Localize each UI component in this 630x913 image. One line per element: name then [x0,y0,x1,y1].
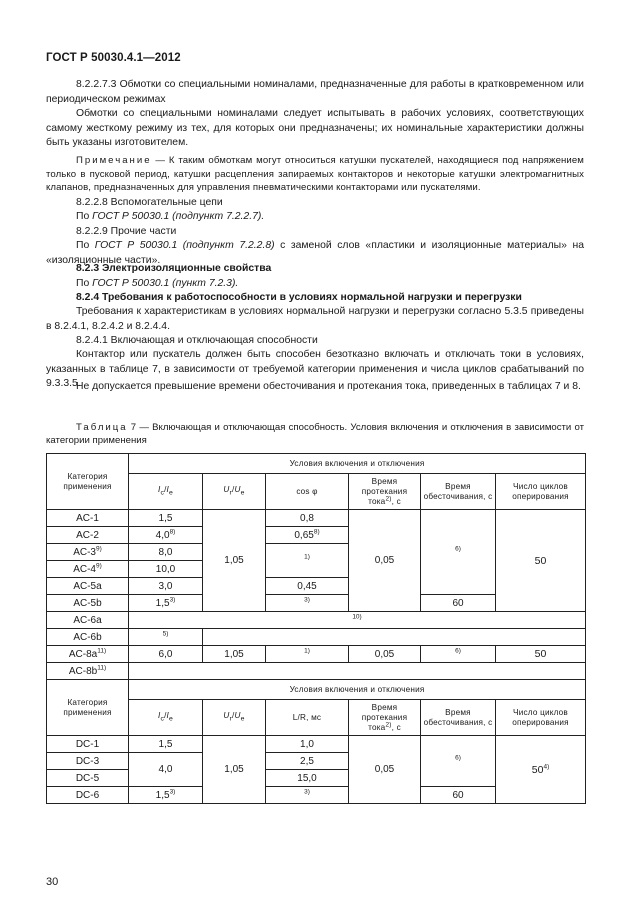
lr-cell [266,787,349,804]
value: AC-8b [68,665,98,677]
ic-cell: 1,5 [129,736,203,753]
paragraph: 8.2.2.9 Прочие части [76,226,177,237]
ie: I [166,710,170,720]
table-row [47,736,586,753]
standard-header: ГОСТ Р 50030.4.1—2012 [46,52,181,64]
note [46,154,584,195]
ic-cell [129,629,203,646]
header-ur-ue: $U_r/U_e$ [203,700,266,736]
header-ur-ue: $U_r/U_e$ [203,474,266,510]
off-cell [421,646,496,663]
cycles-cell: 50 [496,646,586,663]
footnote: 11) [97,664,107,672]
ic-cell: 4,0 [129,753,203,787]
section-heading: 8.2.3 Электроизоляционные свойства [76,263,272,274]
header-category: Категория применения [47,454,129,510]
footnote: 9) [96,562,102,570]
paragraph: Контактор или пускатель должен быть способен безотказно включать и отключать токи в условиях, указанных в таблице 7, в зависимости от требуемой категории применения и числа циклов срабатываний по 9.3.3.5. [46,349,584,390]
value: 1,5 [155,789,170,801]
footnote: 9) [96,545,102,553]
header-conditions: Условия включения и отключения [129,680,586,700]
flow-cell: 0,05 [349,510,421,612]
cat-cell [47,663,129,680]
paragraph: 8.2.2.8 Вспомогательные цепи [76,197,223,208]
ur-cell: 1,05 [203,736,266,804]
cos-cell [266,527,349,544]
text: с заменой слов «пластики и изоляционные материалы» на «изоляционные части». [46,240,584,266]
footnote: 5) [162,630,169,638]
ic-cell: 1,5 [129,510,203,527]
ic: I [157,710,161,720]
cat-cell: DC-3 [47,753,129,770]
header-time-flow [349,474,421,510]
empty-cell [203,629,586,646]
table-row [47,510,586,527]
span-note-cell [129,612,586,629]
table-row [47,629,586,646]
footnote: 8) [313,528,320,536]
footnote: 6) [455,754,461,762]
off-cell [421,510,496,595]
unit: , с [391,722,401,732]
paragraph: 8.2.4.1 Включающая и отключающая способности [76,335,318,346]
lr-cell: 2,5 [266,753,349,770]
ue-sub: e [240,715,245,723]
reference: ГОСТ Р 50030.1 (пункт 7.2.3). [92,278,239,289]
reference: ГОСТ Р 50030.1 (подпункт 7.2.2.8) [94,240,275,251]
cos-cell: 0,8 [266,510,349,527]
ic-sub: c [160,489,165,497]
footnote: 4) [543,763,550,770]
ic-cell: 10,0 [129,561,203,578]
footnote: 6) [455,545,461,553]
cat-cell [47,646,129,663]
header-time-flow [349,700,421,736]
footnote: 3) [169,596,176,604]
caption-label: Таблица [76,422,128,433]
paragraph: 8.2.2.7.3 Обмотки со специальными номиналами, предназначенные для работы в кратковременном или периодическом режимах [46,79,584,105]
value: 1,5 [155,597,170,609]
header-ic-ie: $I_c/I_e$ [129,474,203,510]
header-time-off: Время обесточивания, с [421,474,496,510]
cat-cell: AC-2 [47,527,129,544]
header-ic-ie: $I_c/I_e$ [129,700,203,736]
footnote: 1) [304,647,310,655]
ic-cell: 8,0 [129,544,203,561]
footnote: 1) [304,553,310,561]
header-conditions: Условия включения и отключения [129,454,586,474]
cos-cell [266,544,349,578]
footnote: 3) [304,788,310,796]
reference: ГОСТ Р 50030.1 (подпункт 7.2.2.7). [92,211,265,222]
time-flow: Время протекания тока [361,476,408,506]
off-cell: 60 [421,595,496,612]
footnote: 8) [169,528,176,536]
lr-cell: 15,0 [266,770,349,787]
ie-sub: e [169,715,174,723]
footnote: 2) [385,720,392,728]
footnote: 11) [97,647,107,655]
header-category: Категория применения [47,680,129,736]
ic-cell [129,527,203,544]
paragraph: Не допускается превышение времени обесточивания и протекания тока, приведенных в таблицах 7 и 8. [76,381,581,392]
cat-cell: AC-1 [47,510,129,527]
cat-cell: AC-5b [47,595,129,612]
text: По [76,240,95,251]
cat-cell: AC-6a [47,612,129,629]
ur-sub: r [229,489,232,497]
table-row [47,663,586,680]
cat-cell: DC-1 [47,736,129,753]
cat-cell: AC-6b [47,629,129,646]
ic-cell [129,595,203,612]
note-label: Примечание [76,155,152,166]
paragraph: Требования к характеристикам в условиях нормальной нагрузки и перегрузки согласно 5.3.5 приведены в 8.2.4.1, 8.2.4.2 и 8.2.4.4. [46,306,584,332]
header-time-off: Время обесточивания, с [421,700,496,736]
ic-cell [129,787,203,804]
cos-cell [266,595,349,612]
value: AC-8a [68,648,98,660]
caption-text: 7 — Включающая и отключающая способность. Условия включения и отключения в зависимости от категории применения [46,422,584,447]
footnote: 10) [352,613,362,621]
cat-cell: AC-5a [47,578,129,595]
page-number: 30 [46,876,59,888]
ic-cell: 6,0 [129,646,203,663]
ue: U [234,710,241,720]
time-flow: Время протекания тока [361,702,408,732]
breaking-capacity-table [46,453,586,804]
footnote: 3) [169,788,176,796]
unit: , с [391,496,401,506]
paragraph [46,210,584,225]
cycles-cell [496,736,586,804]
paragraph: Обмотки со специальными номиналами следует испытывать в рабочих условиях, соответствующих самому жесткому режиму из тех, для которых они предназначены; их номинальные характеристики должны быть указаны изготовителем. [46,108,584,149]
header-lr: L/R, мс [266,700,349,736]
cat-cell [47,561,129,578]
off-cell: 60 [421,787,496,804]
ur-sub: r [229,715,232,723]
note-text: — К таким обмоткам могут относиться катушки пускателей, находящиеся под напряжением только в пусковой период, катушки расцепления запираемых контакторов и некоторые катушки электромагнитных клапанов, предназначенных для управления пневматическими контакторами или пускателями. [46,155,584,194]
header-cos: cos φ [266,474,349,510]
table-caption [46,421,584,448]
ue: U [234,484,241,494]
flow-cell: 0,05 [349,646,421,663]
header-cycles: Число циклов оперирования [496,700,586,736]
lr-cell: 1,0 [266,736,349,753]
value: 50 [531,763,544,776]
cat-cell: DC-6 [47,787,129,804]
text: По [76,211,93,222]
ur-cell: 1,05 [203,646,266,663]
ic-cell: 3,0 [129,578,203,595]
ie-sub: e [169,489,174,497]
ue-sub: e [240,489,245,497]
off-cell [421,736,496,787]
ic-sub: c [160,715,165,723]
ie: I [166,484,170,494]
text: По [76,278,93,289]
footnote: 3) [304,596,310,604]
table-row [47,612,586,629]
value: 0,65 [294,529,314,541]
ur: U [223,484,230,494]
value: AC-4 [73,563,96,575]
header-cycles: Число циклов оперирования [496,474,586,510]
table-row [47,646,586,663]
cycles-cell: 50 [496,510,586,612]
ur: U [223,710,230,720]
footnote: 6) [455,647,461,655]
footnote: 2) [385,494,392,502]
cat-cell [47,544,129,561]
ur-cell: 1,05 [203,510,266,612]
value: AC-3 [73,546,96,558]
cat-cell: DC-5 [47,770,129,787]
paragraph [46,277,584,292]
section-heading: 8.2.4 Требования к работоспособности в условиях нормальной нагрузки и перегрузки [76,292,522,303]
value: 4,0 [155,529,170,541]
cos-cell [266,646,349,663]
flow-cell: 0,05 [349,736,421,804]
empty-cell [129,663,586,680]
cos-cell: 0,45 [266,578,349,595]
ic: I [157,484,161,494]
